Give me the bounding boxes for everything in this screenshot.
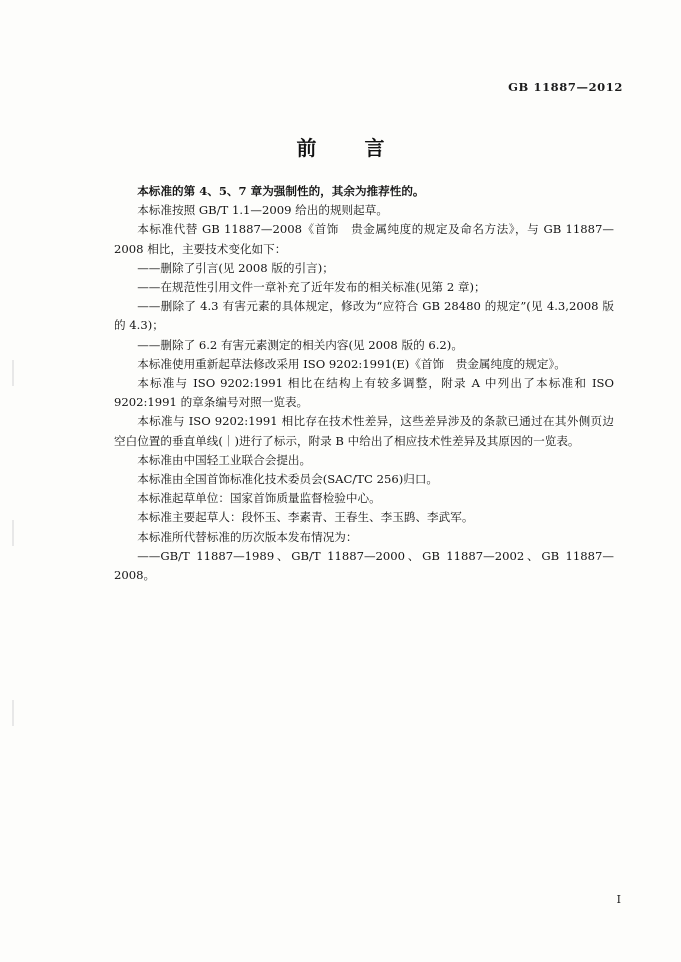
paragraph: 本标准的第 4、5、7 章为强制性的，其余为推荐性的。 bbox=[137, 184, 425, 198]
list-item: ——删除了 6.2 有害元素测定的相关内容(见 2008 版的 6.2)。 bbox=[137, 337, 463, 352]
list-item: ——删除了 4.3 有害元素的具体规定，修改为“应符合 GB 28480 的规定”(见 4.3,2008 版的 4.3)； bbox=[114, 299, 614, 333]
list-item: ——在规范性引用文件一章补充了近年发布的相关标准(见第 2 章)； bbox=[137, 280, 486, 295]
paragraph: 本标准与 ISO 9202:1991 相比在结构上有较多调整，附录 A 中列出了本标准和 ISO 9202:1991 的章条编号对照一览表。 bbox=[114, 376, 614, 410]
page-edge-mark bbox=[12, 700, 14, 726]
page-edge-mark bbox=[12, 360, 14, 386]
paragraph: 本标准与 ISO 9202:1991 相比存在技术性差异，这些差异涉及的条款已通过在其外侧页边空白位置的垂直单线(｜)进行了标示，附录 B 中给出了相应技术性差异及其原因的一览表。 bbox=[114, 414, 614, 448]
list-item: ——GB/T 11887—1989、GB/T 11887—2000、GB 11887—2002、GB 11887—2008。 bbox=[114, 548, 614, 583]
standard-code-header: GB 11887—2012 bbox=[508, 80, 623, 94]
paragraph: 本标准由中国轻工业联合会提出。 bbox=[137, 452, 312, 467]
page-edge-mark bbox=[12, 520, 14, 546]
page-number: I bbox=[616, 893, 621, 906]
paragraph: 本标准所代替标准的历次版本发布情况为： bbox=[137, 529, 358, 544]
foreword-body bbox=[114, 182, 614, 585]
list-item: ——删除了引言(见 2008 版的引言)； bbox=[137, 260, 334, 275]
paragraph: 本标准主要起草人：段怀玉、李素青、王春生、李玉鹍、李武军。 bbox=[137, 510, 474, 525]
paragraph: 本标准起草单位：国家首饰质量监督检验中心。 bbox=[137, 491, 381, 506]
paragraph: 本标准由全国首饰标准化技术委员会(SAC/TC 256)归口。 bbox=[137, 472, 439, 487]
paragraph: 本标准使用重新起草法修改采用 ISO 9202:1991(E)《首饰 贵金属纯度的规定》。 bbox=[137, 356, 566, 371]
paragraph: 本标准代替 GB 11887—2008《首饰 贵金属纯度的规定及命名方法》，与 GB 11887—2008 相比，主要技术变化如下： bbox=[114, 222, 614, 256]
page-title: 前 言 bbox=[296, 136, 399, 160]
paragraph: 本标准按照 GB/T 1.1—2009 给出的规则起草。 bbox=[137, 203, 388, 218]
